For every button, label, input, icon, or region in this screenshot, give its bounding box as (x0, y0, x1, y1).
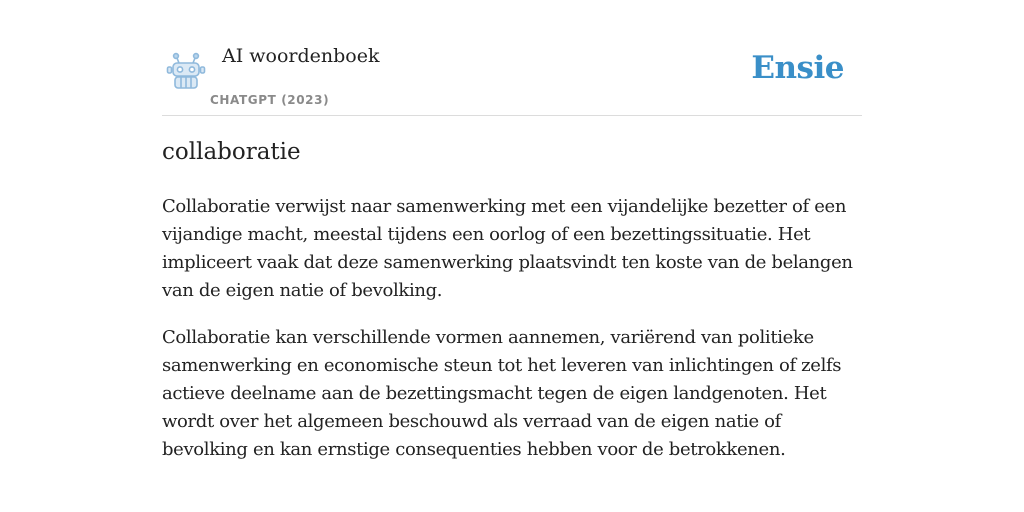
term-heading: collaboratie (162, 139, 301, 165)
definition-body (162, 193, 862, 483)
definition-card (162, 0, 862, 512)
brand-logo[interactable]: Ensie (751, 50, 844, 86)
card-header (162, 0, 862, 116)
definition-paragraph: Collaboratie kan verschillende vormen aannemen, variërend van politieke samenwerking en economische steun tot het leveren van inlichtingen of zelfs actieve deelname aan de bezettingsmacht tegen de eigen landgenoten. Het wordt over het algemeen beschouwd als verraad van de eigen natie of bevolking en kan ernstige consequenties hebben voor de betrokkenen. (162, 327, 842, 460)
source-subtitle: CHATGPT (2023) (210, 93, 330, 107)
definition-paragraph: Collaboratie verwijst naar samenwerking met een vijandelijke bezetter of een vijandige macht, meestal tijdens een oorlog of een bezettingssituatie. Het impliceert vaak dat deze samenwerking plaatsvindt ten koste van de belangen van de eigen natie of bevolking. (162, 196, 853, 301)
source-name[interactable]: AI woordenboek (222, 45, 380, 67)
robot-icon (166, 52, 206, 90)
